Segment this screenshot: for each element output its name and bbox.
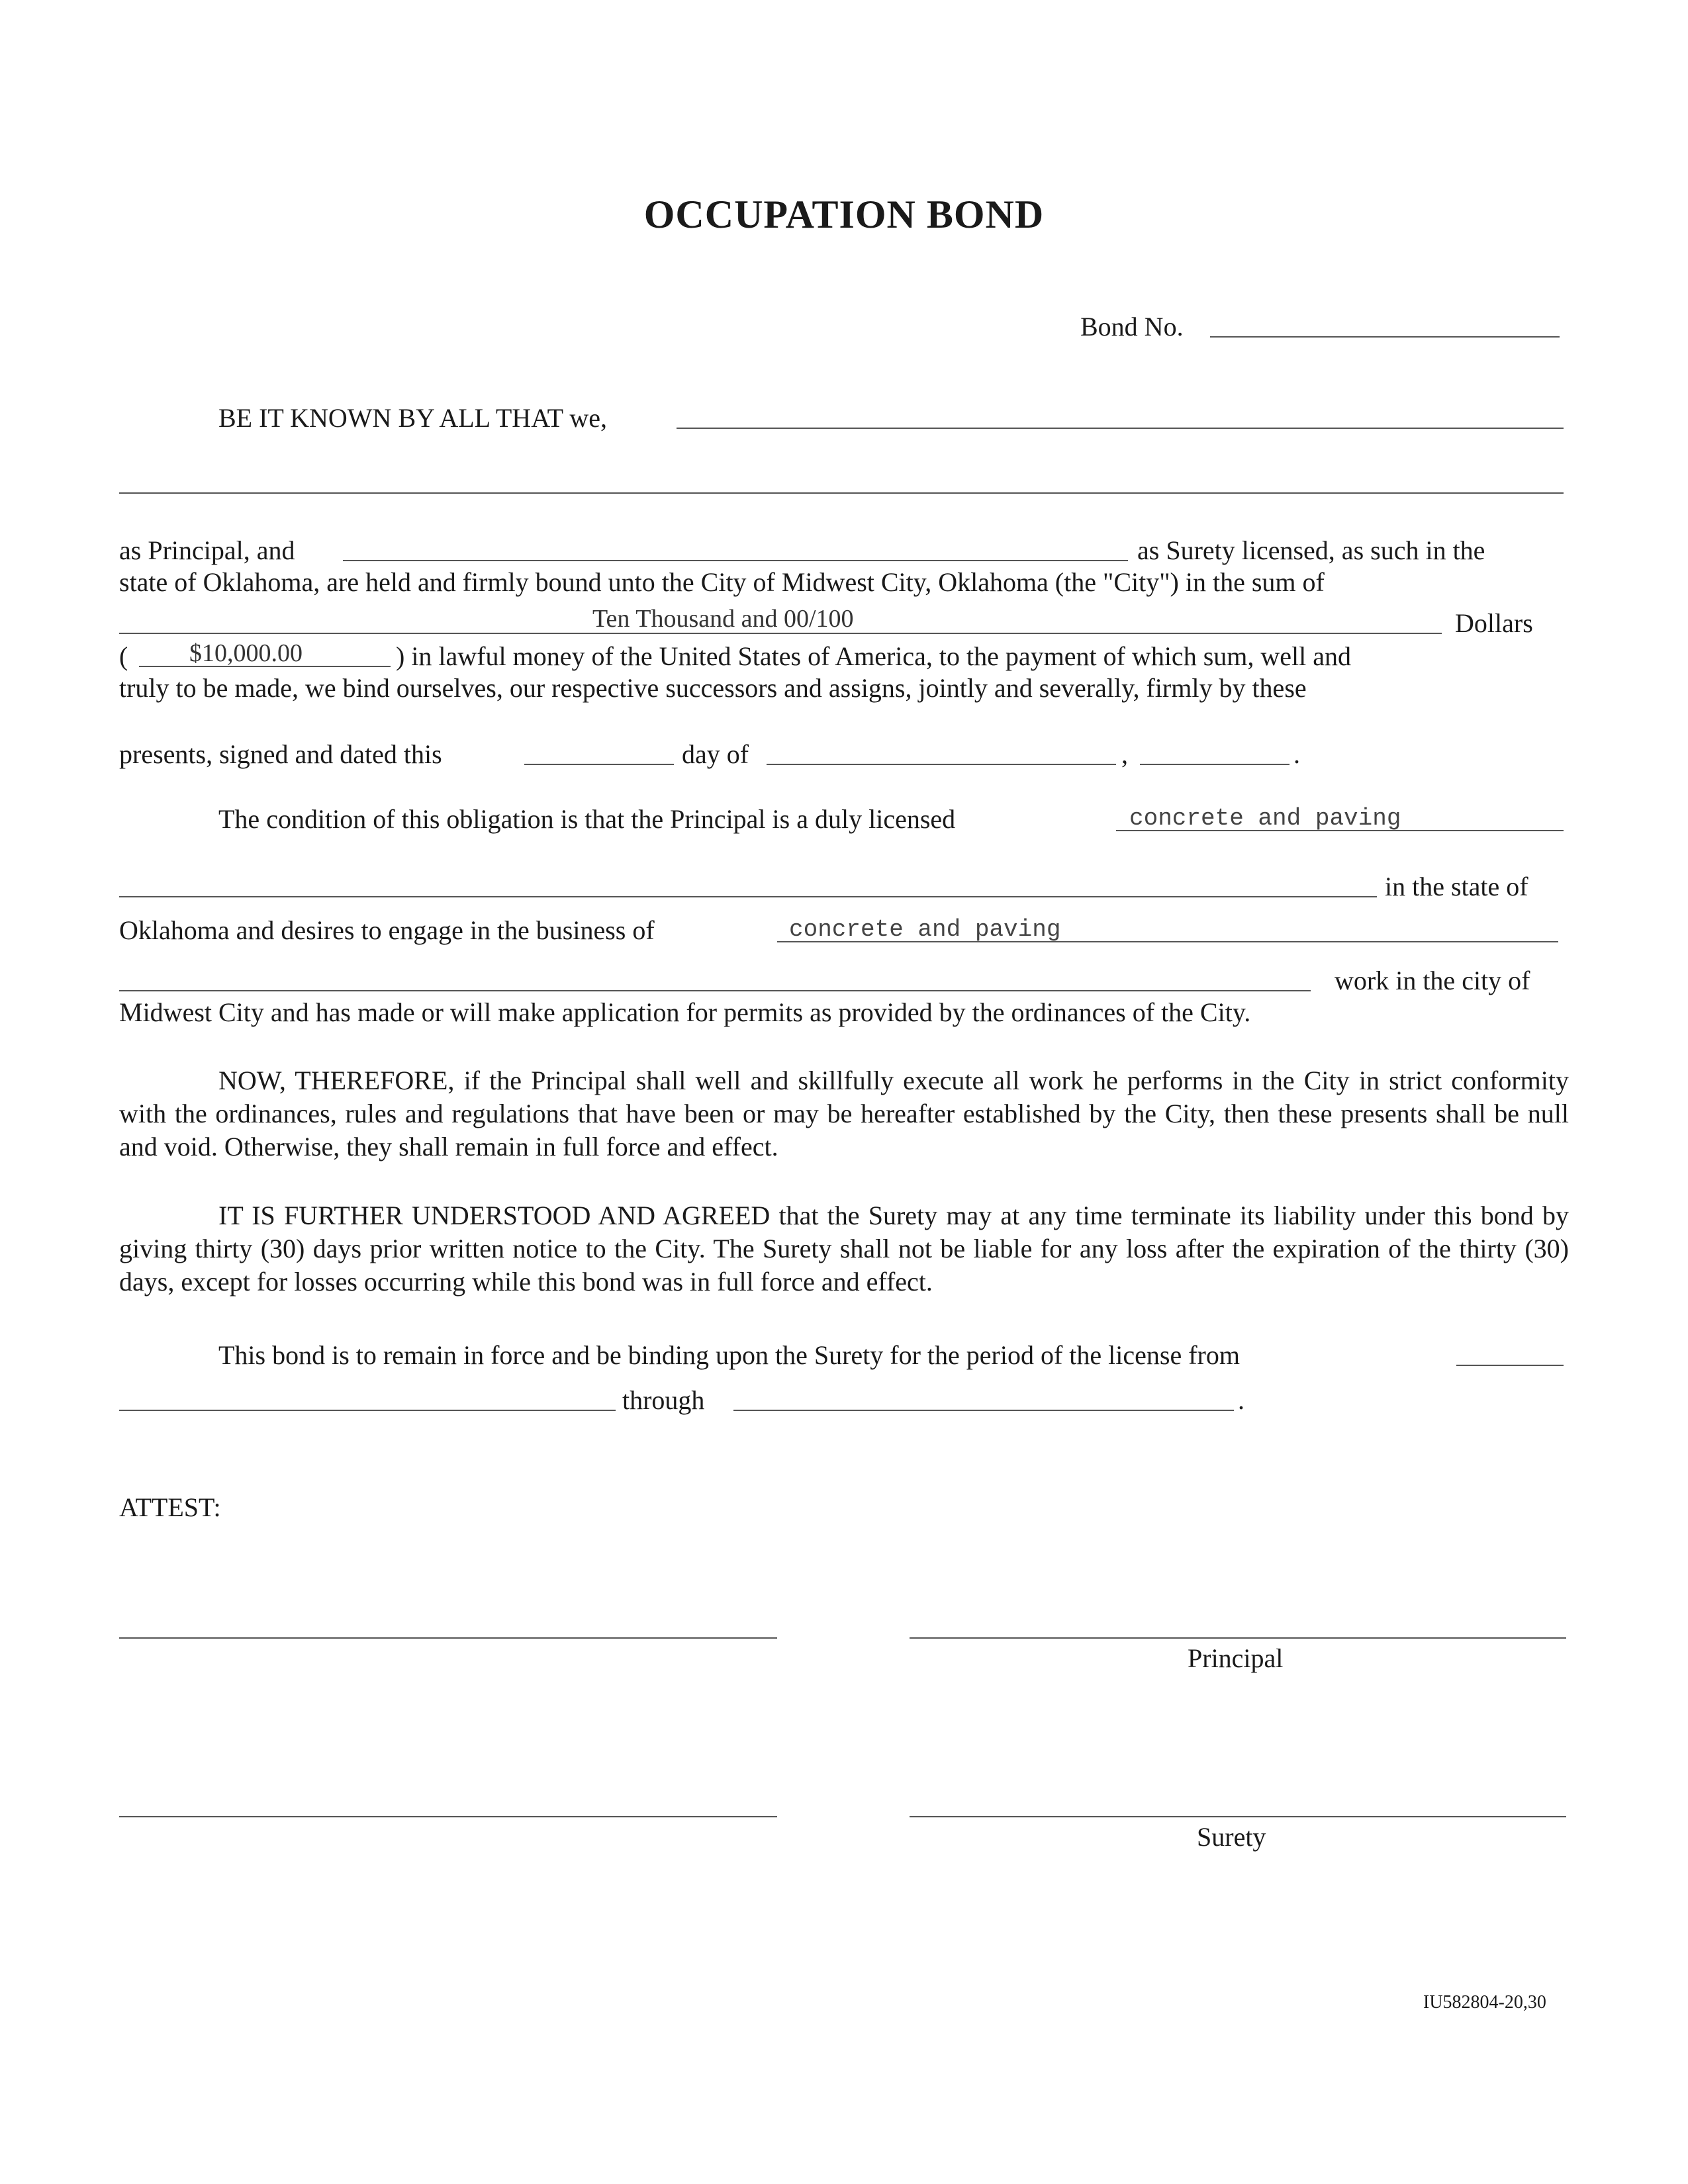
attest-signature-line-2[interactable]	[119, 1816, 777, 1817]
licensed-trade-field-2[interactable]	[119, 896, 1377, 897]
date-period: .	[1293, 739, 1300, 769]
license-from-field-1[interactable]	[1456, 1365, 1564, 1366]
document-title: OCCUPATION BOND	[643, 193, 1045, 236]
business-type-field-2[interactable]	[119, 990, 1311, 991]
day-of-label: day of	[682, 739, 749, 769]
month-field[interactable]	[767, 764, 1116, 765]
year-field[interactable]	[1140, 764, 1289, 765]
licensed-trade-value: concrete and paving	[1129, 805, 1401, 832]
oklahoma-business-label: Oklahoma and desires to engage in the business of	[119, 915, 655, 945]
principal-name-field-1[interactable]	[677, 428, 1564, 429]
midwest-line: Midwest City and has made or will make application for permits as provided by the ordinances of the City.	[119, 997, 1251, 1027]
dollars-label: Dollars	[1455, 608, 1533, 638]
amount-open-paren: (	[119, 641, 128, 671]
through-label: through	[622, 1385, 705, 1415]
principal-signature-line[interactable]	[910, 1637, 1566, 1639]
surety-label: as Surety licensed, as such in the	[1137, 535, 1485, 565]
license-from-field-2[interactable]	[119, 1410, 616, 1411]
known-label: BE IT KNOWN BY ALL THAT we,	[218, 403, 607, 433]
principal-sig-label: Principal	[1188, 1643, 1284, 1673]
form-code: IU582804-20,30	[1423, 1992, 1546, 2013]
principal-name-field-2[interactable]	[119, 492, 1564, 494]
in-state-label: in the state of	[1385, 872, 1528, 901]
through-period: .	[1238, 1385, 1244, 1415]
surety-sig-label: Surety	[1197, 1822, 1266, 1852]
attest-label: ATTEST:	[119, 1492, 221, 1522]
amount-numeric-value: $10,000.00	[189, 639, 303, 667]
condition-label: The condition of this obligation is that the Principal is a duly licensed	[218, 804, 956, 834]
day-field[interactable]	[524, 764, 674, 765]
further-understood-paragraph: IT IS FURTHER UNDERSTOOD AND AGREED that the Surety may at any time terminate its liability under this bond by giving thirty (30) days prior written notice to the City. The Surety shall not be liable for any loss after the expiration of the thirty (30) days, except for losses occurring while this bond was in full force and effect.	[119, 1201, 1569, 1297]
binding-label: This bond is to remain in force and be binding upon the Surety for the period of the license from	[218, 1340, 1240, 1370]
surety-signature-line[interactable]	[910, 1816, 1566, 1817]
work-city-label: work in the city of	[1335, 966, 1530, 995]
date-comma: ,	[1121, 739, 1128, 769]
bond-no-label: Bond No.	[1080, 312, 1184, 341]
state-line: state of Oklahoma, are held and firmly bound unto the City of Midwest City, Oklahoma (the "City") in the sum of	[119, 567, 1325, 597]
truly-line: truly to be made, we bind ourselves, our respective successors and assigns, jointly and severally, firmly by these	[119, 673, 1307, 703]
surety-name-field[interactable]	[343, 560, 1128, 561]
principal-label: as Principal, and	[119, 535, 295, 565]
lawful-money-text: ) in lawful money of the United States of America, to the payment of which sum, well and	[396, 641, 1351, 671]
presents-label: presents, signed and dated this	[119, 739, 442, 769]
now-therefore-paragraph: NOW, THEREFORE, if the Principal shall well and skillfully execute all work he performs in the City in strict conformity with the ordinances, rules and regulations that have been or may be hereafter established by the City, then these presents shall be null and void. Otherwise, they shall remain in full force and effect.	[119, 1066, 1569, 1161]
bond-no-field[interactable]	[1210, 336, 1560, 338]
attest-signature-line-1[interactable]	[119, 1637, 777, 1639]
business-type-value: concrete and paving	[789, 916, 1061, 943]
amount-words-value: Ten Thousand and 00/100	[592, 605, 854, 633]
license-through-field[interactable]	[733, 1410, 1234, 1411]
